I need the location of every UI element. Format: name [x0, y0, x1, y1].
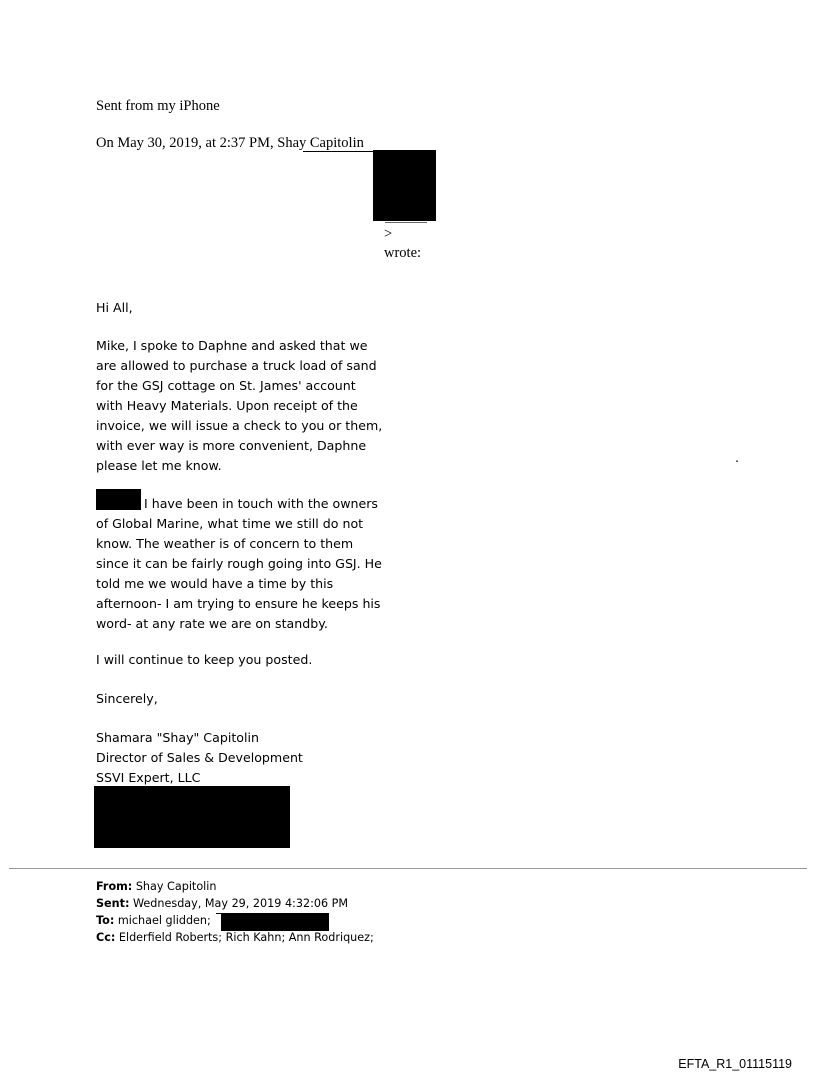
wrote-label: wrote:: [384, 245, 422, 261]
redaction-name: [96, 489, 141, 510]
from-value: Shay Capitolin: [135, 880, 217, 893]
signature-company: SSVI Expert, LLC: [96, 770, 201, 785]
email-underline: [385, 222, 427, 223]
header-to: [96, 914, 211, 929]
header-cc: [96, 931, 374, 946]
document-id: EFTA_R1_01115119: [678, 1057, 792, 1071]
redaction-email-address: [373, 150, 436, 221]
sent-label: Sent:: [96, 897, 130, 910]
signature-name: Shamara "Shay" Capitolin: [96, 730, 259, 745]
quoted-intro-line: [96, 135, 364, 152]
paragraph-keep-posted: I will continue to keep you posted.: [96, 652, 313, 667]
header-from: [96, 880, 216, 895]
paragraph-global-marine: of Global Marine, what time we still do not know. The weather is of concern to them since it can be fairly rough going into GSJ. He told me we would have a time by this afternoon- I am trying to ensure he keeps his word- at any rate we are on standby.: [96, 516, 382, 631]
paragraph-sand-purchase: Mike, I spoke to Daphne and asked that we are allowed to purchase a truck load of sand for the GSJ cottage on St. James' account with Heavy Materials. Upon receipt of the invoice, we will issue a check to you or them, with ever way is more convenient, Daphne please let me know.: [96, 338, 383, 473]
cc-label: Cc:: [96, 931, 116, 944]
greeting: Hi All,: [96, 300, 133, 315]
header-separator: [9, 868, 807, 869]
sent-from-line: Sent from my iPhone: [96, 98, 220, 114]
stray-mark: .: [735, 450, 740, 465]
gt-symbol: >: [384, 226, 393, 242]
quoted-intro-text: On May 30, 2019, at 2:37 PM, Shay Capitolin: [96, 135, 364, 151]
redaction-signature-contact: [94, 786, 290, 848]
signature-title: Director of Sales & Development: [96, 750, 303, 765]
sent-value: Wednesday, May 29, 2019 4:32:06 PM: [133, 897, 349, 910]
closing: Sincerely,: [96, 691, 158, 706]
cc-value: Elderfield Roberts; Rich Kahn; Ann Rodriquez;: [118, 931, 374, 944]
to-label: To:: [96, 914, 115, 927]
paragraph-global-marine-first-line: I have been in touch with the owners: [144, 496, 378, 511]
redaction-recipient: [221, 913, 329, 931]
header-sent: [96, 897, 348, 912]
from-label: From:: [96, 880, 133, 893]
to-value: michael glidden;: [117, 914, 211, 927]
